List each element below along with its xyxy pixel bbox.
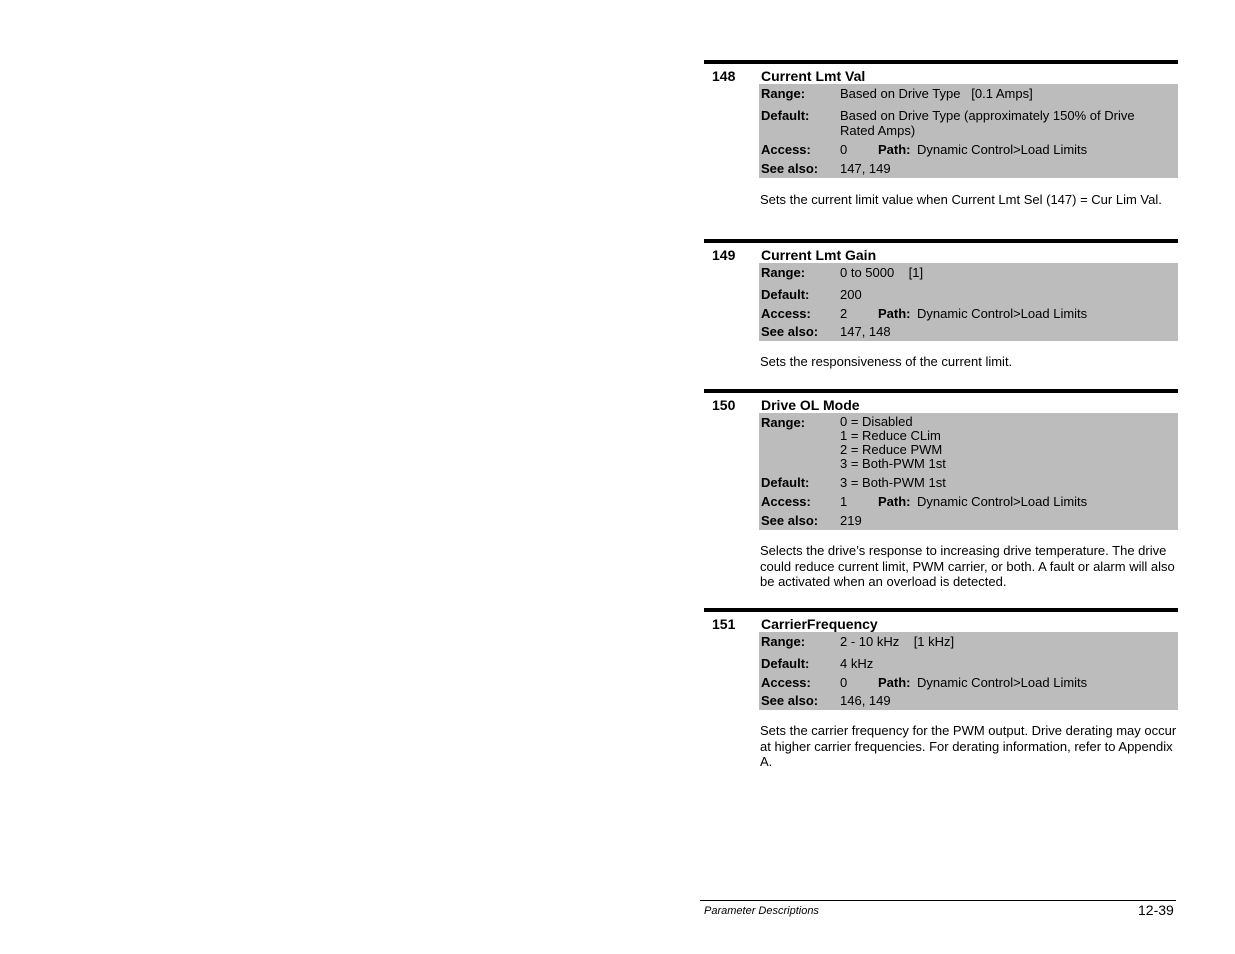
default-label: Default: [761, 475, 810, 490]
footer-rule [700, 900, 1176, 901]
parameter-name: Current Lmt Val [761, 68, 866, 84]
access-label: Access: [761, 494, 811, 509]
path-label: Path: [878, 306, 911, 321]
path-label: Path: [878, 494, 911, 509]
see-also-value: 219 [840, 513, 862, 528]
parameter-name: Drive OL Mode [761, 397, 860, 413]
parameter-title [704, 64, 1178, 84]
access-value: 1 [840, 494, 848, 509]
parameter-number: 151 [712, 616, 736, 632]
range-option: 1 = Reduce CLim [840, 428, 941, 443]
parameter-number: 150 [712, 397, 736, 413]
parameter-name: Current Lmt Gain [761, 247, 877, 263]
access-label: Access: [761, 142, 811, 157]
range-label: Range: [761, 86, 806, 101]
parameter-number: 148 [712, 68, 736, 84]
see-also-label: See also: [761, 161, 819, 176]
see-also-value: 147, 148 [840, 324, 891, 339]
parameter-151 [704, 608, 1178, 769]
default-label: Default: [761, 656, 810, 671]
path-label: Path: [878, 675, 911, 690]
path-value: Dynamic Control>Load Limits [917, 494, 1088, 509]
parameter-info-box [759, 413, 1178, 530]
range-options [840, 415, 1172, 471]
page-number: 12-39 [1138, 902, 1174, 918]
range-option: 0 = Disabled [840, 414, 913, 429]
parameter-description: Sets the responsiveness of the current limit. [760, 354, 1013, 369]
see-also-label: See also: [761, 693, 819, 708]
parameter-info-box [759, 84, 1178, 178]
path-label: Path: [878, 142, 911, 157]
parameter-description: Sets the current limit value when Current Lmt Sel (147) = Cur Lim Val. [760, 192, 1162, 207]
path-value: Dynamic Control>Load Limits [917, 675, 1088, 690]
parameter-description: Sets the carrier frequency for the PWM output. Drive derating may occur at higher carrier frequencies. For derating information, refer to Appendix A. [760, 723, 1177, 769]
parameter-149 [704, 239, 1178, 369]
range-option: 2 = Reduce PWM [840, 442, 943, 457]
path-value: Dynamic Control>Load Limits [917, 142, 1088, 157]
see-also-label: See also: [761, 513, 819, 528]
parameter-info-box [759, 263, 1178, 341]
see-also-value: 147, 149 [840, 161, 891, 176]
default-value: 3 = Both-PWM 1st [840, 475, 946, 490]
parameter-title [704, 243, 1178, 263]
parameter-name: CarrierFrequency [761, 616, 878, 632]
parameter-description: Selects the drive’s response to increasing drive temperature. The drive could reduce current limit, PWM carrier, or both. A fault or alarm will also be activated when an overload is detected. [760, 543, 1175, 589]
see-also-value: 146, 149 [840, 693, 891, 708]
footer-section-title: Parameter Descriptions [704, 905, 819, 917]
range-label: Range: [761, 634, 806, 649]
access-label: Access: [761, 675, 811, 690]
parameter-150 [704, 389, 1178, 589]
parameter-148 [704, 60, 1178, 207]
path-value: Dynamic Control>Load Limits [917, 306, 1088, 321]
default-label: Default: [761, 287, 810, 302]
default-label: Default: [761, 108, 810, 123]
parameter-title [704, 393, 1178, 413]
range-label: Range: [761, 415, 806, 430]
range-label: Range: [761, 265, 806, 280]
default-value: 4 kHz [840, 656, 874, 671]
default-value: Based on Drive Type (approximately 150% of Drive Rated Amps) [840, 108, 1135, 138]
range-option: 3 = Both-PWM 1st [840, 456, 946, 471]
access-value: 0 [840, 675, 848, 690]
parameter-number: 149 [712, 247, 736, 263]
access-value: 0 [840, 142, 848, 157]
parameter-title [704, 612, 1178, 632]
parameter-info-box [759, 632, 1178, 710]
default-value: 200 [840, 287, 862, 302]
see-also-label: See also: [761, 324, 819, 339]
range-value: 2 - 10 kHz [1 kHz] [840, 634, 955, 649]
range-value: Based on Drive Type [0.1 Amps] [840, 86, 1033, 101]
access-value: 2 [840, 306, 848, 321]
range-value: 0 to 5000 [1] [840, 265, 924, 280]
access-label: Access: [761, 306, 811, 321]
